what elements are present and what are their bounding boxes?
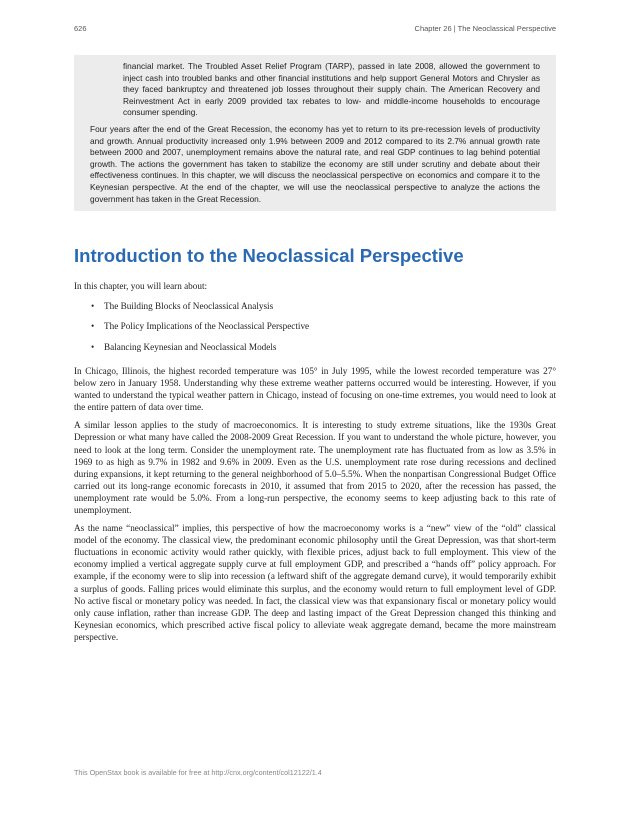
chapter-title: Chapter 26 | The Neoclassical Perspective: [414, 24, 556, 33]
topic-item: • The Policy Implications of the Neoclassical Perspective: [104, 320, 556, 332]
section-body: [74, 280, 556, 649]
box-paragraph: Four years after the end of the Great Recession, the economy has yet to return to its pre-recession levels of productivity and growth. Annual productivity increased only 1.9% between 2009 and 2012 compared to its 2.7% annual growth rate between 2000 and 2007, unemployment remains above the natural rate, and real GDP continues to lag behind potential growth. The actions the government has taken to stabilize the economy are still under scrutiny and debate about their effectiveness continues. In this chapter, we will discuss the neoclassical perspective on economics and compare it to the Keynesian perspective. At the end of the chapter, we will use the neoclassical perspective to analyze the actions the government has taken in the Great Recession.: [90, 123, 540, 204]
page-number: 626: [74, 24, 87, 33]
topic-list: [74, 300, 556, 353]
page-footer: This OpenStax book is available for free at http://cnx.org/content/col12122/1.4: [74, 768, 322, 777]
body-paragraph: As the name “neoclassical” implies, this perspective of how the macroeconomy works is a “new” view of the “old” classical model of the economy. The classical view, the predominant economic philosophy until the Great Depression, was that short-term fluctuations in economic activity would rather quickly, with flexible prices, adjust back to full employment. This view of the economy implied a vertical aggregate supply curve at full employment GDP, and prescribed a “hands off” policy approach. For example, if the economy were to slip into recession (a leftward shift of the aggregate demand curve), it would temporarily exhibit a surplus of goods. Falling prices would eliminate this surplus, and the economy would return to full employment level of GDP. No active fiscal or monetary policy was needed. In fact, the classical view was that expansionary fiscal or monetary policy would only cause inflation, rather than increase GDP. The deep and lasting impact of the Great Depression changed this thinking and Keynesian economics, which prescribed active fiscal policy to alleviate weak aggregate demand, became the more mainstream perspective.: [74, 523, 556, 642]
page-header: [74, 24, 556, 36]
chapter-opener-box: [74, 55, 556, 211]
body-paragraph: A similar lesson applies to the study of macroeconomics. It is interesting to study extreme situations, like the 1930s Great Depression or what many have called the 2008-2009 Great Recession. If you want to understand the whole picture, however, you need to look at the long term. Consider the unemployment rate. The unemployment rate has fluctuated from as low as 3.5% in 1969 to as high as 9.7% in 1982 and 9.6% in 2009. Even as the U.S. unemployment rate rose during recessions and declined during expansions, it kept returning to the general neighborhood of 5.0–5.5%. When the nonpartisan Congressional Budget Office carried out its long-range economic forecasts in 2010, it assumed that from 2015 to 2020, after the recession has passed, the unemployment rate would be 5.0%. From a long-run perspective, the economy seems to keep adjusting back to this rate of unemployment.: [74, 420, 556, 515]
intro-text: In this chapter, you will learn about:: [74, 281, 208, 291]
topic-item: • The Building Blocks of Neoclassical Analysis: [104, 300, 556, 312]
box-continued-paragraph: financial market. The Troubled Asset Relief Program (TARP), passed in late 2008, allowed the government to inject cash into troubled banks and other financial institutions and help support General Motors and Chrysler as they faced bankruptcy and threatened job losses throughout their supply chain. The American Recovery and Reinvestment Act in early 2009 provided tax rebates to low- and middle-income households to encourage consumer spending.: [123, 61, 540, 118]
topic-item: • Balancing Keynesian and Neoclassical Models: [104, 341, 556, 353]
section-title: Introduction to the Neoclassical Perspective: [74, 245, 464, 266]
body-paragraph: In Chicago, Illinois, the highest recorded temperature was 105° in July 1995, while the lowest recorded temperature was 27° below zero in January 1958. Understanding why these extreme weather patterns occurred would be interesting. However, if you wanted to understand the typical weather pattern in Chicago, instead of focusing on one-time extremes, you would need to look at the entire pattern of data over time.: [74, 365, 556, 413]
